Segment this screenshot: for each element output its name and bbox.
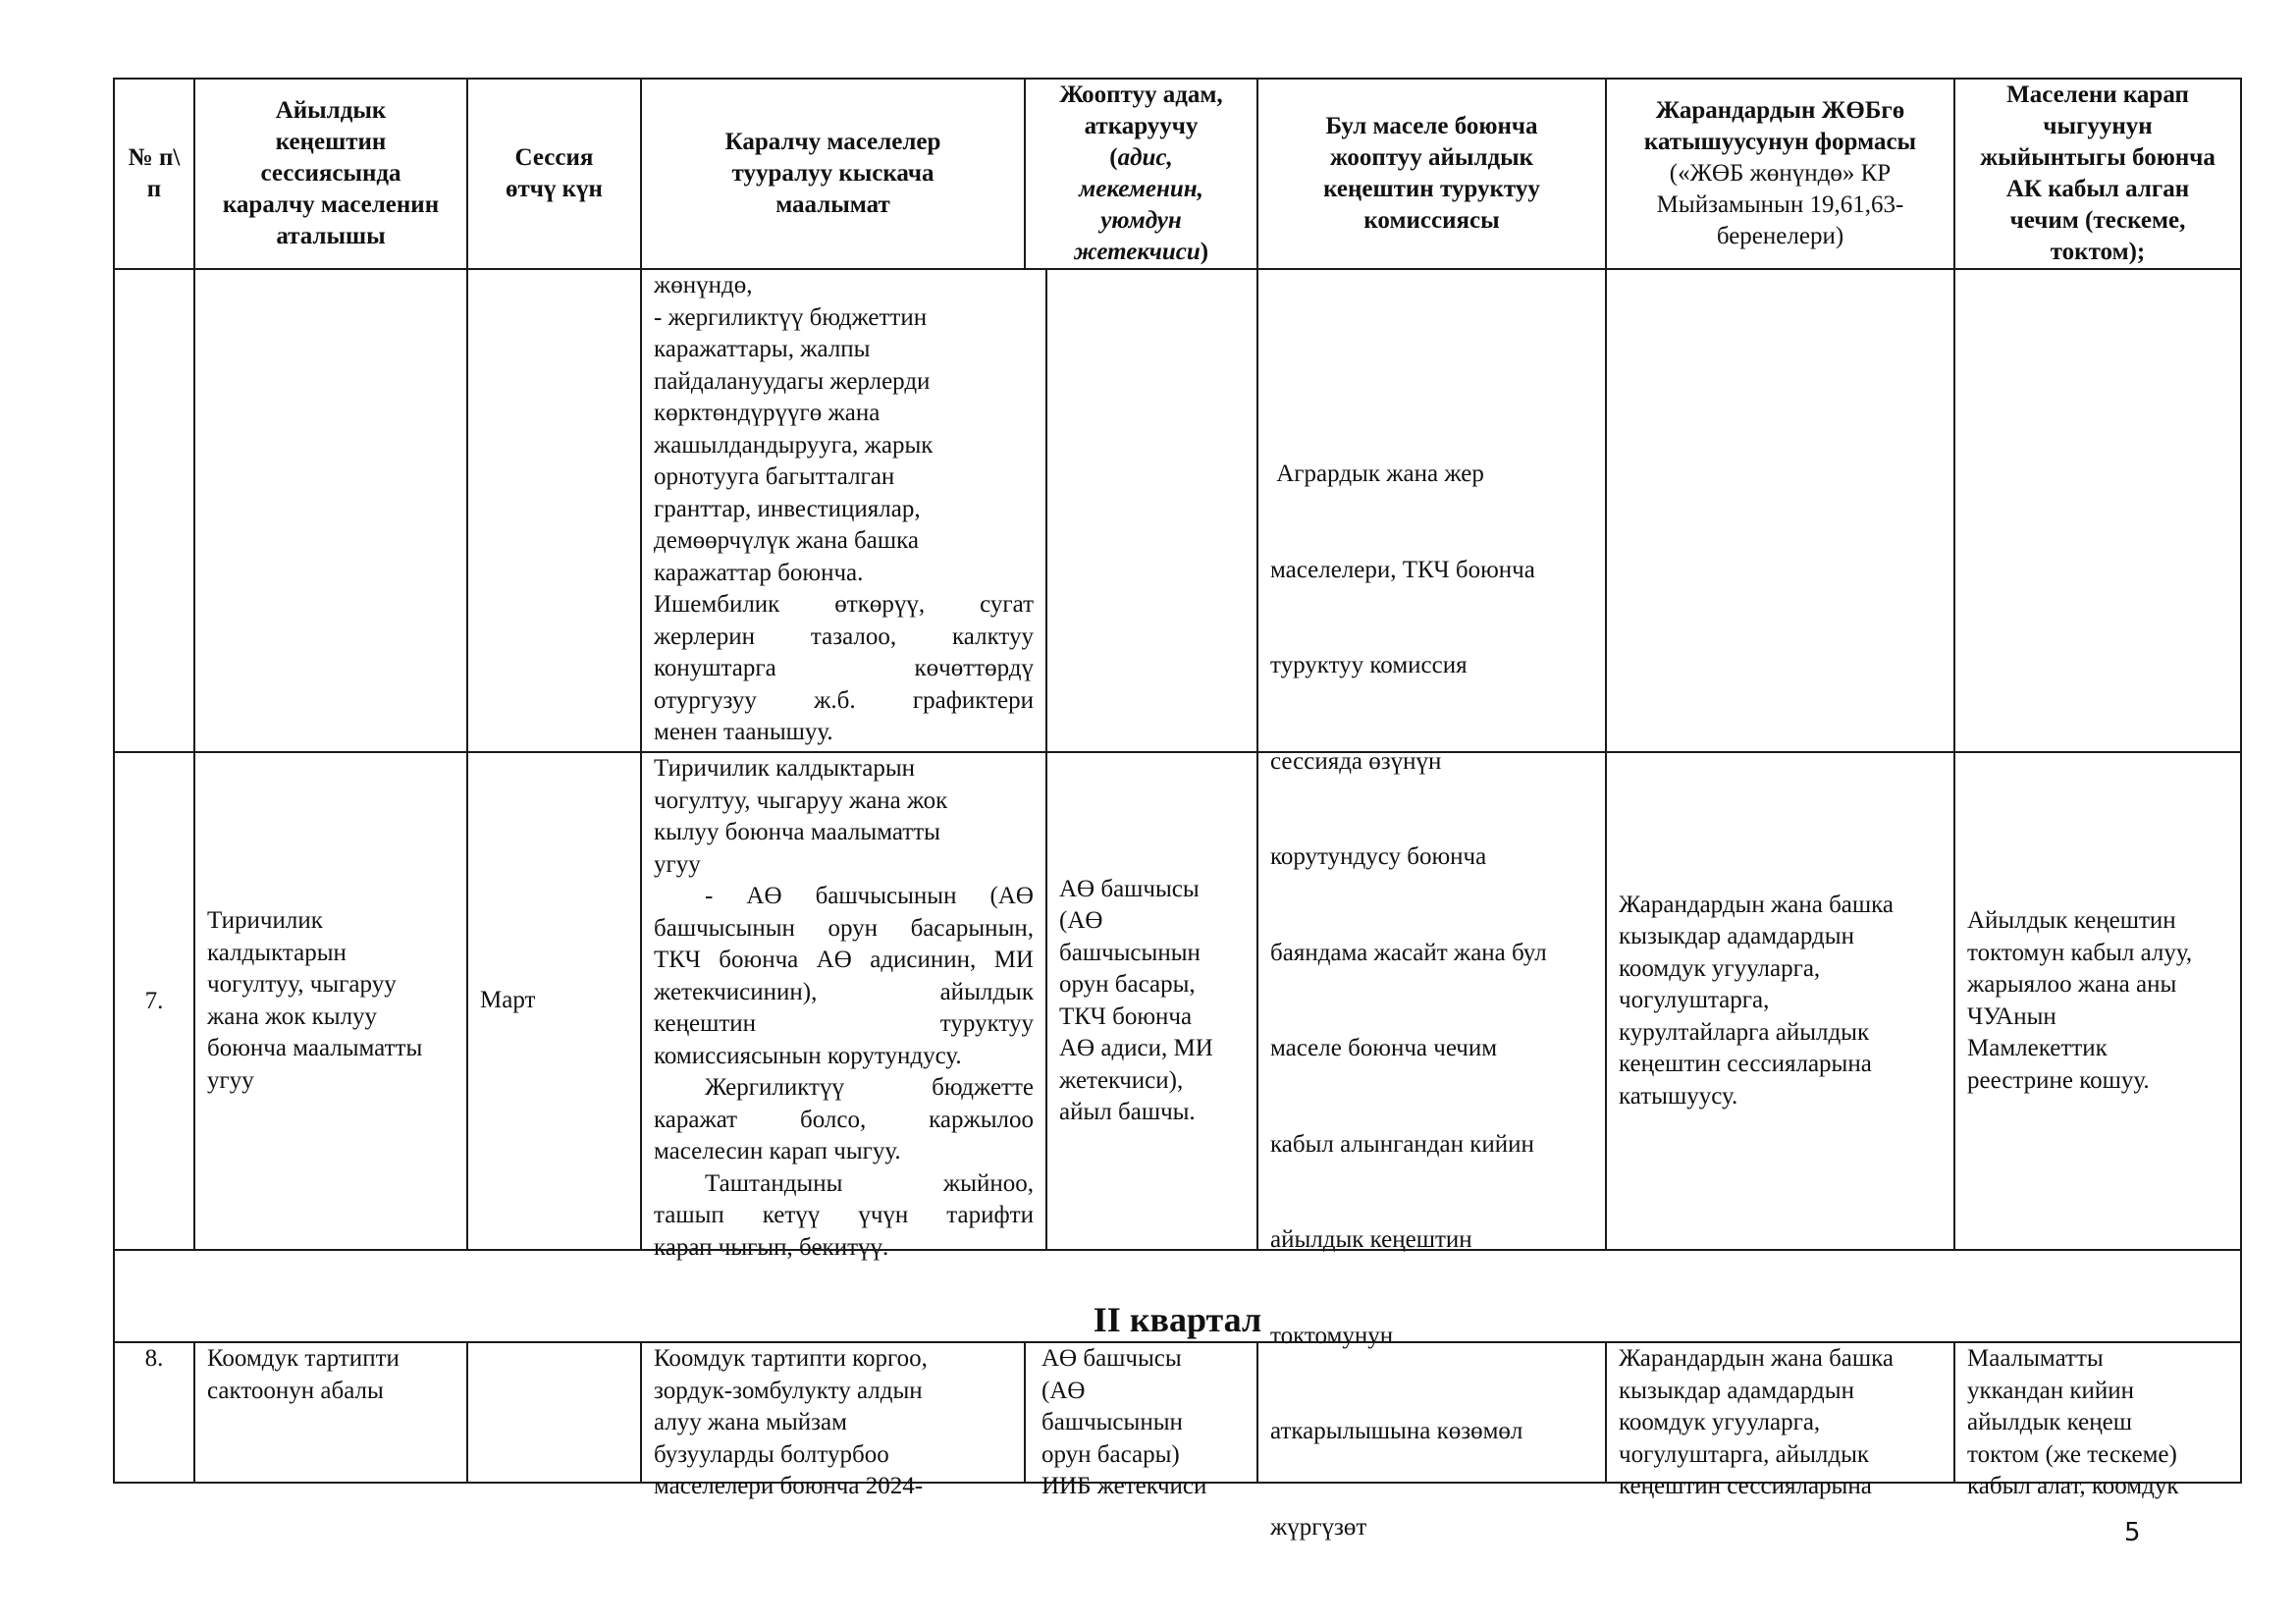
header-text: кеңештин туруктуу — [1323, 176, 1540, 202]
responsible-line: АӨ адиси, МИ — [1059, 1035, 1213, 1061]
header-text: өтчү күн — [506, 176, 603, 202]
info-line: кылуу боюнча маалыматты — [654, 819, 940, 845]
table-row-cell-decision — [1953, 268, 2242, 753]
info-line: конуштарга көчөттөрдү — [654, 655, 1034, 681]
table-row-cell-responsible — [1045, 268, 1258, 753]
info-line: пайдалануудагы жерлерди — [654, 367, 931, 395]
table-row-title — [193, 1341, 468, 1484]
decision-line: токтомун кабыл алуу, — [1967, 939, 2193, 966]
info-line: маселелери боюнча 2024- — [654, 1473, 924, 1499]
info-line: алуу жана мыйзам — [654, 1409, 847, 1435]
info-line: - жергиликтүү бюджеттин — [654, 303, 928, 331]
header-text: беренелери) — [1716, 223, 1844, 249]
table-row-commission — [1256, 460, 1607, 1541]
table-row-responsible — [1024, 1341, 1258, 1499]
title-line: Тиричилик — [207, 907, 323, 934]
info-line: чогултуу, чыгаруу жана жок — [654, 786, 948, 814]
title-line: калдыктарын — [207, 939, 347, 966]
header-text: жооптуу айылдык — [1329, 144, 1534, 171]
table-row-cell-number — [113, 268, 195, 753]
participation-line: катышуусу. — [1619, 1082, 1738, 1110]
title-line: жана жок кылуу — [207, 1002, 378, 1030]
header-session-date — [466, 78, 642, 270]
decision-line: ЧУАнын — [1967, 1002, 2056, 1030]
responsible-line: АӨ башчысы — [1041, 1345, 1182, 1372]
quarter-heading-row — [113, 1249, 2242, 1343]
participation-line: коомдук угууларга, — [1619, 954, 1821, 982]
table-row-participation — [1605, 1341, 1955, 1499]
decision-line: Айылдык кеңештин — [1967, 907, 2176, 934]
responsible-line: (АӨ — [1059, 907, 1103, 934]
table-row-cell-participation — [1605, 268, 1955, 753]
responsible-line: айыл башчы. — [1059, 1099, 1196, 1125]
info-line: каражаттары, жалпы — [654, 336, 871, 362]
info-line: бузууларды болтурбоо — [654, 1440, 889, 1468]
header-text: аткаруучу — [1084, 113, 1199, 139]
info-line: жерлерин тазалоо, калктуу — [654, 623, 1034, 650]
participation-line: кызыкдар адамдардын — [1619, 923, 1854, 950]
header-text: катышуусунун формасы — [1643, 129, 1917, 155]
info-line: башчысынын орун басарынын, — [654, 914, 1034, 942]
decision-line: Мамлекеттик — [1967, 1035, 2108, 1061]
header-text: («ЖӨБ жөнүндө» КР — [1669, 160, 1892, 187]
row-number: 8. — [144, 1345, 164, 1372]
header-text: ) — [1200, 239, 1209, 265]
commission-line: кабыл алынгандан кийин — [1270, 1130, 1534, 1158]
table-row-number — [113, 751, 195, 1251]
table-row-participation — [1605, 751, 1955, 1251]
info-line: отургузуу ж.б. графиктери — [654, 686, 1034, 714]
info-line: Коомдук тартипти коргоо, — [654, 1345, 928, 1372]
header-text: Жарандардын ЖӨБгө — [1655, 97, 1905, 124]
table-row-date — [466, 751, 642, 1251]
info-line: каражат болсо, каржылоо — [654, 1106, 1034, 1133]
table-row-date — [466, 1341, 642, 1484]
header-text: чыгуунун — [2043, 113, 2153, 139]
header-responsible — [1024, 78, 1258, 270]
info-line: ТКЧ боюнча АӨ адисинин, МИ — [654, 947, 1034, 973]
info-line: Жергиликтүү бюджетте — [705, 1074, 1034, 1101]
commission-line: айылдык кеңештин — [1270, 1226, 1472, 1253]
info-line: орнотууга багытталган — [654, 463, 895, 490]
header-text: уюмдун — [1100, 207, 1182, 234]
participation-line: Жарандардын жана башка — [1619, 1345, 1895, 1372]
participation-line: кеңештин сессияларына — [1619, 1051, 1872, 1078]
header-text: мекеменин, — [1079, 176, 1203, 202]
decision-line: кабыл алат, коомдук — [1967, 1473, 2179, 1499]
table-row-title — [193, 751, 468, 1251]
commission-line: баяндама жасайт жана бул — [1270, 939, 1547, 966]
participation-line: чогулуштарга, айылдык — [1619, 1440, 1870, 1468]
info-line: жашылдандырууга, жарык — [654, 431, 934, 459]
header-text: маалымат — [775, 191, 890, 218]
commission-line: жүргүзөт — [1270, 1513, 1367, 1541]
table-row-decision — [1953, 1341, 2242, 1499]
header-text: АК кабыл алган — [2005, 176, 2190, 202]
info-line: карап чыгып, бекитүү. — [654, 1233, 889, 1261]
info-line: Ишембилик өткөрүү, сугат — [654, 591, 1034, 618]
header-text: жетекчиси — [1073, 239, 1201, 265]
header-text: кеңештин — [275, 129, 387, 155]
info-line: кеңештин туруктуу — [654, 1010, 1034, 1037]
decision-line: токтом (же тескеме) — [1967, 1440, 2177, 1468]
info-line: Тиричилик калдыктарын — [654, 755, 916, 782]
header-text: аталышы — [276, 223, 386, 249]
header-number — [113, 78, 195, 270]
header-text: Айылдык — [275, 97, 387, 124]
responsible-line: ТКЧ боюнча — [1059, 1002, 1193, 1030]
table-row-cell-title — [193, 268, 468, 753]
decision-line: Маалыматты — [1967, 1345, 2104, 1372]
title-line: боюнча маалыматты — [207, 1035, 423, 1061]
responsible-line: башчысынын — [1059, 939, 1201, 966]
title-line: угуу — [207, 1066, 254, 1094]
table-row-responsible — [1045, 751, 1258, 1251]
info-line: жөнүндө, — [654, 272, 753, 298]
responsible-line: жетекчиси), — [1059, 1066, 1184, 1094]
title-line: Коомдук тартипти — [207, 1345, 400, 1372]
header-issue-title — [193, 78, 468, 270]
responsible-line: АӨ башчысы — [1059, 875, 1200, 902]
commission-line: сессияда өзүнүн — [1270, 747, 1442, 775]
header-text: Маселени карап — [2006, 81, 2189, 108]
header-text: Бул маселе боюнча — [1325, 113, 1538, 139]
quarter-heading: II квартал — [1093, 1300, 1262, 1339]
info-line: жетекчисинин), айылдык — [654, 978, 1034, 1005]
commission-line: туруктуу комиссия — [1270, 652, 1468, 678]
commission-line: токтомунун — [1270, 1322, 1394, 1349]
table-row-cell-date — [466, 268, 642, 753]
session-date: Март — [480, 987, 536, 1014]
responsible-line: ИИБ жетекчиси — [1041, 1473, 1207, 1499]
page-number: 5 — [2124, 1518, 2141, 1547]
responsible-line: орун басары) — [1041, 1440, 1180, 1468]
info-line: маселесин карап чыгуу. — [654, 1138, 901, 1164]
table-row-decision — [1953, 751, 2242, 1251]
info-line: ташып кетүү үчүн тарифти — [654, 1202, 1034, 1228]
info-line: каражаттар боюнча. — [654, 559, 864, 586]
info-line: гранттар, инвестициялар, — [654, 495, 921, 522]
responsible-line: (АӨ — [1041, 1377, 1086, 1404]
row-number: 7. — [144, 987, 164, 1014]
info-line: менен таанышуу. — [654, 719, 833, 745]
decision-line: айылдык кеңеш — [1967, 1409, 2133, 1435]
title-line: сактоонун абалы — [207, 1377, 384, 1404]
participation-line: чогулуштарга, — [1619, 987, 1770, 1014]
table-row-commission — [1256, 1341, 1607, 1484]
participation-line: коомдук угууларга, — [1619, 1409, 1821, 1435]
header-commission — [1256, 78, 1607, 270]
table-row-cell-info — [640, 268, 1047, 753]
info-line: Таштандыны жыйноо, — [705, 1169, 1034, 1197]
header-text: ( — [1109, 144, 1118, 171]
decision-line: жарыялоо жана аны — [1967, 971, 2177, 998]
participation-line: курултайларга айылдык — [1619, 1018, 1870, 1046]
header-text: Жооптуу адам, — [1059, 81, 1223, 108]
header-text: комиссиясы — [1363, 207, 1500, 234]
table-row-info — [640, 1341, 1026, 1499]
header-text: Каралчу маселелер — [724, 129, 941, 155]
commission-line: аткарылышына көзөмөл — [1270, 1418, 1523, 1444]
participation-line: Жарандардын жана башка — [1619, 891, 1895, 918]
commission-line: корутундусу боюнча — [1270, 843, 1487, 870]
responsible-line: башчысынын — [1041, 1409, 1183, 1435]
header-decision — [1953, 78, 2242, 270]
responsible-line: орун басары, — [1059, 971, 1196, 998]
info-line: - АӨ башчысынын (АӨ — [705, 883, 1034, 909]
decision-line: уккандан кийин — [1967, 1377, 2134, 1404]
decision-line: реестрине кошуу. — [1967, 1066, 2150, 1094]
commission-line: маселе боюнча чечим — [1270, 1035, 1498, 1061]
header-brief-info — [640, 78, 1026, 270]
table-row-number — [113, 1341, 195, 1484]
header-text: адис, — [1117, 144, 1173, 171]
header-text: тууралуу кыскача — [731, 160, 934, 187]
participation-line: кызыкдар адамдардын — [1619, 1377, 1854, 1404]
commission-line: Агрардык жана жер — [1270, 460, 1484, 487]
info-line: угуу — [654, 850, 701, 878]
info-line: зордук-зомбулукту алдын — [654, 1377, 923, 1404]
info-line: көрктөндүрүүгө жана — [654, 400, 881, 426]
header-text: Сессия — [514, 144, 594, 171]
commission-line: маселелери, ТКЧ боюнча — [1270, 556, 1535, 583]
header-text: каралчу маселенин — [222, 191, 440, 218]
title-line: чогултуу, чыгаруу — [207, 971, 397, 998]
header-text: токтом); — [2050, 239, 2146, 265]
header-text: Мыйзамынын 19,61,63- — [1656, 191, 1904, 218]
header-text: чечим (тескеме, — [2009, 207, 2186, 234]
table-row-info — [640, 751, 1047, 1261]
header-participation-form — [1605, 78, 1955, 270]
header-text: жыйынтыгы боюнча — [1980, 144, 2216, 171]
info-line: демөөрчүлүк жана башка — [654, 527, 919, 554]
header-text: сессиясында — [260, 160, 401, 187]
participation-line: кеңештин сессияларына — [1619, 1473, 1872, 1499]
header-number-label: № п\ п — [128, 144, 181, 202]
info-line: комиссиясынын корутундусу. — [654, 1042, 962, 1069]
